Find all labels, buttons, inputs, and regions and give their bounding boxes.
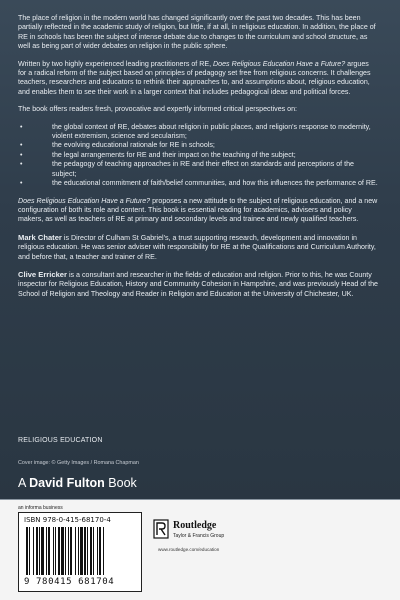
book-title-inline: Does Religious Education Have a Future? (18, 196, 151, 205)
list-item: • the educational commitment of faith/belief communities, and how this influences the performance of RE. (18, 179, 378, 188)
perspectives-intro: The book offers readers fresh, provocative and expertly informed critical perspectives on: (18, 105, 298, 114)
author-bio: is a consultant and researcher in the fields of education and religion. Prior to this, he was County inspector for Religious Education, History and Community Cohesion in Hampshire, and was previously Head of the School of Religion and Theology and Reader in Religion and Education at the University of Chichester, UK. (18, 270, 378, 298)
imprint-suffix: Book (104, 476, 137, 490)
isbn-number: ISBN 978-0-415-68170-4 (24, 516, 111, 524)
subject-category: RELIGIOUS EDUCATION (18, 437, 103, 444)
summary-lead: Written by two highly experienced leading practitioners of RE, (18, 59, 214, 68)
summary-paragraph (18, 60, 378, 98)
imprint-line (18, 476, 137, 490)
summary-rest: argues for a radical reform of the subject based on principles of pedagogy set free from religious concerns. It challenges teachers, researchers and educators to rethink their approaches to, and assumptions about, religious education, and enables them to see their work in a larger context that includes pedagogical ideas and political forces. (18, 59, 371, 96)
list-item: • the evolving educational rationale for RE in schools; (18, 141, 378, 150)
publisher-logo (153, 519, 273, 559)
audience-text: proposes a new attitude to the subject of religious education, and a new configuration of both its role and content. This book is essential reading for academics, advisers and policy makers, as well as teachers of RE at primary and secondary levels and trainee and newly qualified teachers. (18, 196, 378, 224)
book-title-inline: Does Religious Education Have a Future? (213, 59, 346, 68)
barcode-bars (24, 527, 136, 577)
publisher-group: Taylor & Francis Group (173, 533, 225, 539)
author-bio-erricker (18, 270, 378, 299)
barcode (18, 512, 142, 592)
imprint-prefix: A (18, 476, 30, 490)
list-item: • the legal arrangements for RE and their impact on the teaching of the subject; (18, 151, 378, 160)
list-item: • the global context of RE, debates about religion in public places, and religion's response to modernity, violent extremism, science and secularism; (18, 123, 378, 142)
author-bio: is Director of Culham St Gabriel's, a trust supporting research, development and innovation in religious education. He was senior adviser with responsibility for RE at the Qualifications and Curriculum Authority, and before that, a teacher and trainer of RE. (18, 233, 376, 261)
blurb (18, 14, 378, 307)
cover-image-credit: Cover image: © Getty Images / Romana Chapman (18, 460, 139, 466)
author-name: Mark Chater (18, 232, 62, 242)
perspectives-list (18, 123, 378, 189)
barcode-digits: 9 780415 681704 (24, 577, 115, 587)
routledge-logo-icon (153, 519, 169, 539)
author-bio-chater (18, 233, 378, 262)
publisher-url: www.routledge.com/education (158, 547, 220, 552)
imprint-brand: David Fulton (29, 476, 105, 490)
publisher-name: Routledge (173, 520, 217, 531)
intro-paragraph: The place of religion in the modern world has changed significantly over the past two decades. This has been partially reflected in the academic study of religion, but little, if at all, in religious education. In addition, the place of RE in schools has been the subject of intense debate due to changes to the curriculum and school structure, as well as being part of wider debates on religion in the public sphere. (18, 14, 376, 51)
audience-paragraph (18, 197, 378, 225)
list-item: • the pedagogy of teaching approaches in RE and their effect on standards and perceptions of the subject; (18, 160, 378, 179)
author-name: Clive Erricker (18, 269, 67, 279)
informa-label: an informa business (18, 505, 63, 511)
